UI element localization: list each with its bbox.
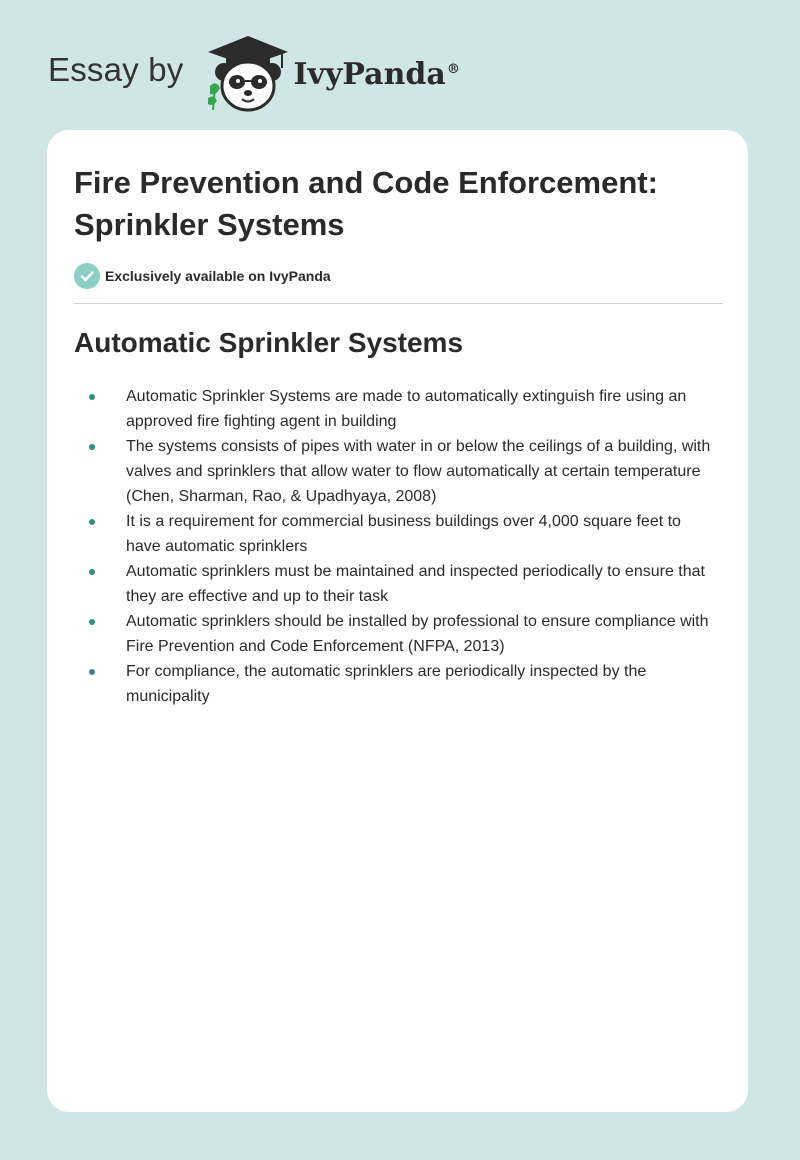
- bullet-dot: [89, 444, 95, 450]
- list-item-text: Automatic sprinklers must be maintained and inspected periodically to ensure that they are effective and up to their task: [126, 563, 705, 605]
- exclusive-badge: [74, 263, 331, 289]
- brand-prefix: Essay by: [48, 51, 184, 88]
- page-title: Fire Prevention and Code Enforcement: Sprinkler Systems: [74, 165, 658, 242]
- bullet-list: [74, 384, 714, 709]
- brand-header: [48, 34, 460, 114]
- list-item-text: Automatic Sprinkler Systems are made to automatically extinguish fire using an approved fire fighting agent in building: [126, 388, 687, 430]
- bullet-dot: [89, 619, 95, 625]
- list-item-text: It is a requirement for commercial business buildings over 4,000 square feet to have automatic sprinklers: [126, 513, 681, 555]
- brand-name: IvyPanda®: [293, 56, 460, 92]
- exclusive-badge-text: Exclusively available on IvyPanda: [105, 268, 331, 284]
- essay-card: [47, 130, 748, 1112]
- list-item: [74, 384, 714, 434]
- list-item: [74, 509, 714, 559]
- registered-mark: ®: [446, 61, 460, 77]
- bullet-dot: [89, 519, 95, 525]
- panda-graduate-icon: [202, 34, 290, 114]
- list-item: [74, 559, 714, 609]
- list-item: [74, 659, 714, 709]
- list-item: [74, 609, 714, 659]
- list-item-text: For compliance, the automatic sprinklers are periodically inspected by the municipality: [126, 663, 647, 705]
- section-heading: Automatic Sprinkler Systems: [74, 327, 464, 358]
- list-item-text: The systems consists of pipes with water in or below the ceilings of a building, with valves and sprinklers that allow water to flow automatically at certain temperature (Chen, Sharman, Rao, & Upadhyaya, 2008): [126, 438, 711, 505]
- bullet-dot: [89, 569, 95, 575]
- bullet-dot: [89, 669, 95, 675]
- check-circle-icon: [74, 263, 100, 289]
- list-item-text: Automatic sprinklers should be installed by professional to ensure compliance with Fire Prevention and Code Enforcement (NFPA, 2013): [126, 613, 709, 655]
- list-item: [74, 434, 714, 509]
- divider: [74, 303, 723, 304]
- bullet-dot: [89, 394, 95, 400]
